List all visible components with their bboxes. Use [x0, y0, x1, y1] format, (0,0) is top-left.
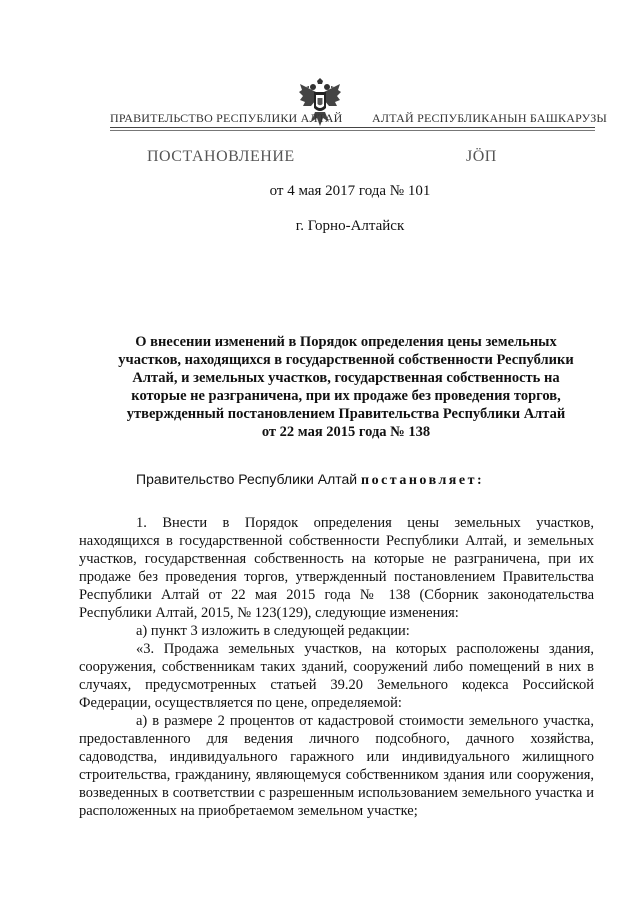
title-line: утвержденный постановлением Правительства Республики Алтай	[126, 406, 566, 422]
lead-emphasis: постановляет:	[361, 473, 485, 488]
header-divider-secondary	[110, 130, 595, 131]
body-paragraph: а) пункт 3 изложить в следующей редакции:	[136, 623, 410, 639]
government-name-russian: ПРАВИТЕЛЬСТВО РЕСПУБЛИКИ АЛТАЙ	[110, 111, 343, 125]
decree-date-number: от 4 мая 2017 года № 101	[269, 183, 431, 199]
title-line: от 22 мая 2015 года № 138	[261, 424, 431, 440]
title-line: участков, находящихся в государственной собственности Республики	[118, 352, 574, 368]
lead-text: Правительство Республики Алтай	[136, 471, 362, 487]
header-divider	[110, 127, 595, 128]
document-title	[100, 333, 592, 441]
decree-label-altai: ЈӦП	[466, 148, 497, 165]
resolution-lead	[79, 470, 594, 490]
document-body	[79, 470, 594, 820]
government-name-altai: АЛТАЙ РЕСПУБЛИКАНЫН БАШКАРУЗЫ	[372, 111, 608, 125]
title-line: О внесении изменений в Порядок определения цены земельных	[135, 334, 557, 350]
title-line: Алтай, и земельных участков, государственная собственность на	[132, 370, 560, 386]
body-paragraph: а) в размере 2 процентов от кадастровой стоимости земельного участка, предоставленного для ведения личного подсобного, дачного хозяйства, садоводства, индивидуального гаражного или индивидуального жилищного строительства, гражданину, являющемуся собственником здания или сооружения, возведенных в соответствии с разрешенным использованием земельного участка и расположенных на приобретаемом земельном участке;	[79, 713, 594, 819]
decree-city: г. Горно-Алтайск	[295, 218, 405, 234]
decree-label-russian: ПОСТАНОВЛЕНИЕ	[147, 148, 295, 165]
body-paragraph: «3. Продажа земельных участков, на которых расположены здания, сооружения, собственникам таких зданий, сооружений либо помещений в них в случаях, предусмотренных статьей 39.20 Земельного кодекса Российской Федерации, осуществляется по цене, определяемой:	[79, 641, 594, 711]
title-line: которые не разграничена, при их продаже без проведения торгов,	[131, 388, 561, 404]
body-paragraph: 1. Внести в Порядок определения цены земельных участков, находящихся в государственной собственности Республики Алтай, и земельных участков, государственная собственность на которые не разграничена, при их продаже без проведения торгов, утвержденный постановлением Правительства Республики Алтай от 22 мая 2015 года № 138 (Сборник законодательства Республики Алтай, 2015, № 123(129), следующие изменения:	[79, 515, 594, 621]
